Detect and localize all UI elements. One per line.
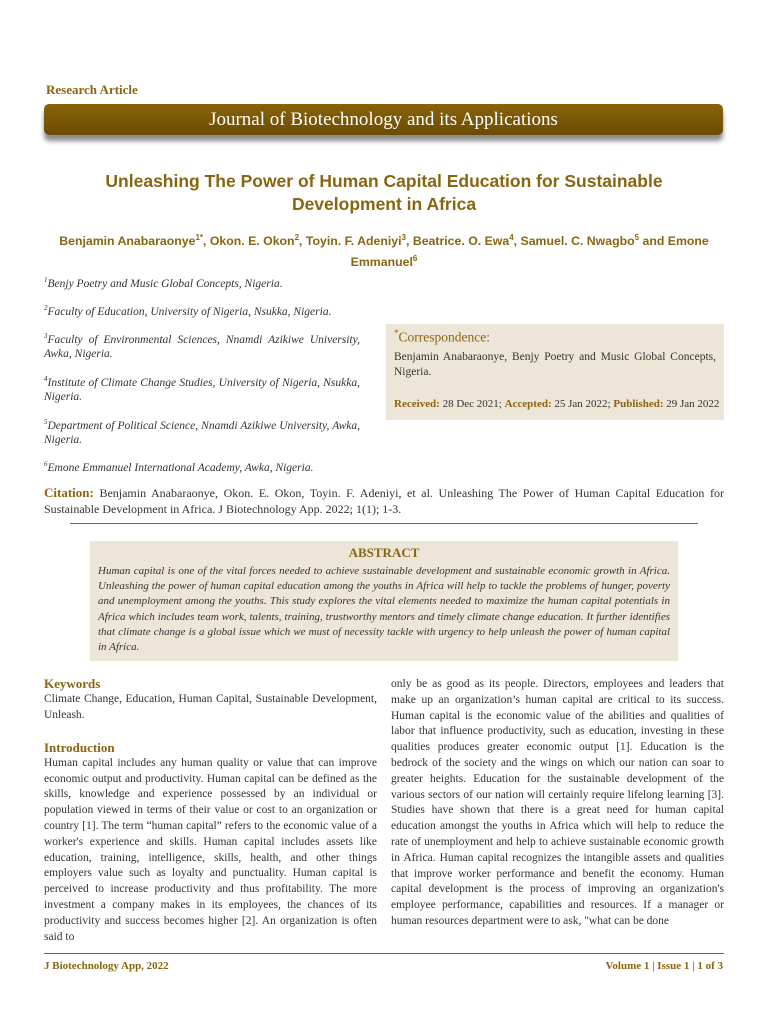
introduction-heading: Introduction xyxy=(44,740,115,755)
accepted-date: 25 Jan 2022; xyxy=(554,398,611,410)
affiliation-sup: 3 xyxy=(44,332,48,340)
author-sup: 1* xyxy=(195,233,203,242)
affiliation xyxy=(44,273,360,291)
correspondence-sup: * xyxy=(394,328,399,338)
affiliation xyxy=(44,372,360,404)
author-separator: , xyxy=(513,234,521,249)
correspondence-heading xyxy=(394,328,716,346)
affiliation-sup: 4 xyxy=(44,375,48,383)
affiliation-sup: 5 xyxy=(44,418,48,426)
affiliation xyxy=(44,301,360,319)
section-divider xyxy=(70,523,698,524)
keywords-heading: Keywords xyxy=(44,676,101,691)
author-separator: , xyxy=(405,234,413,249)
accepted-label: Accepted: xyxy=(504,398,552,410)
affiliation-text: Benjy Poetry and Music Global Concepts, Nigeria. xyxy=(47,277,283,290)
affiliation xyxy=(44,457,360,475)
received-label: Received: xyxy=(394,398,440,410)
paper-title: Unleashing The Power of Human Capital Education for Sustainable Development in Africa xyxy=(105,171,663,214)
introduction-left-text: Human capital includes any human quality or value that can improve economic output and productivity. Human capital can be defined as the skills, knowledge and experience possessed by an individual or population viewed in terms of their value or cost to an organization or country [1]. The term “human capital” refers to the economic value of a worker's experience and skills. Human capital includes assets like education, training, intelligence, skills, health, and other things employers value such as loyalty and punctuality. Human capital is perceived to increase productivity and thus profitability. The more investment a company makes in its employees, the chances of its productivity and success becomes higher [2]. An organization is often said to xyxy=(44,756,377,943)
author-sup: 2 xyxy=(294,233,300,242)
affiliation xyxy=(44,415,360,447)
affiliation-text: Department of Political Science, Nnamdi Azikiwe University, Awka, Nigeria. xyxy=(44,419,360,446)
affiliation xyxy=(44,329,360,361)
author-sup: 5 xyxy=(634,233,640,242)
journal-banner: Journal of Biotechnology and its Applications xyxy=(44,104,723,135)
citation-text: Benjamin Anabaraonye, Okon. E. Okon, Toyin. F. Adeniyi, et al. Unleashing The Power of Human Capital Education for Sustainable Development in Africa. J Biotechnology App. 2022; 1(1); 1-3. xyxy=(44,486,725,516)
affiliation-sup: 6 xyxy=(44,460,48,468)
article-type: Research Article xyxy=(46,82,138,97)
author-name[interactable]: Emone Emmanuel xyxy=(350,234,709,270)
author-separator: , xyxy=(203,234,210,249)
author-sup: 6 xyxy=(412,254,418,264)
affiliation-text: Institute of Climate Change Studies, University of Nigeria, Nsukka, Nigeria. xyxy=(44,376,360,403)
citation-label: Citation: xyxy=(44,485,94,500)
introduction-right-column: only be as good as its people. Directors, employees and leaders that make up an organization’s human capital are critical to its success. Human capital is the economic value of the abilities and qualities of labor that influence productivity, such as education, investing in these qualities produces greater economic output [1]. Education is the bedrock of the society and the wings on which our nation can soar to greater heights. Education for the sustainable development of the various sectors of our nation will certainly require lifelong learning [3]. Studies have shown that there is a great need for human capital education amongst the youths in Africa which will help to reduce the rate of unemployment and help to achieve sustainable economic growth in Africa. Human capital recognizes the intangible assets and qualities that improve worker performance and benefit the economy. Human capital development is the process of improving an organization's employee performance, capabilities and resources. If a manager or human resources department were to ask, "what can be done xyxy=(391,678,724,927)
author-sup: 3 xyxy=(401,233,406,242)
affiliation-text: Faculty of Environmental Sciences, Nnamdi Azikiwe University, Awka, Nigeria. xyxy=(44,333,360,360)
footer-pagination: Volume 1 | Issue 1 | 1 of 3 xyxy=(605,960,723,972)
received-date: 28 Dec 2021; xyxy=(442,398,502,410)
author-name[interactable]: Toyin. F. Adeniyi xyxy=(305,234,402,249)
affiliation-text: Faculty of Education, University of Nigeria, Nsukka, Nigeria. xyxy=(47,305,332,318)
affiliation-sup: 2 xyxy=(44,304,48,312)
citation xyxy=(44,485,724,517)
footer-divider xyxy=(44,953,724,954)
correspondence-body: Benjamin Anabaraonye, Benjy Poetry and Music Global Concepts, Nigeria. xyxy=(394,350,716,378)
published-label: Published: xyxy=(613,398,664,410)
published-date: 29 Jan 2022 xyxy=(666,398,720,410)
author-list xyxy=(44,229,724,271)
correspondence-heading-text: Correspondence: xyxy=(398,329,490,345)
keywords-section xyxy=(44,676,377,723)
author-separator: , xyxy=(299,234,306,249)
footer-journal: J Biotechnology App, 2022 xyxy=(44,960,169,972)
introduction-section xyxy=(44,740,377,945)
author-name[interactable]: Samuel. C. Nwagbo xyxy=(520,234,635,249)
keywords-text: Climate Change, Education, Human Capital, Sustainable Development, Unleash. xyxy=(44,692,377,721)
abstract-text: Human capital is one of the vital forces needed to achieve sustainable development and sustainable economic growth in Africa. Unleashing the power of human capital education among the youths in Africa will help to tackle the problems of hunger, poverty and unemployment among the youths. This study explores the vital elements needed to maximize the human capital potentials in Africa which includes team work, talents, training, trustworthy mentors and timely climate change education. It further identifies that climate change is a global issue which we must of necessity tackle with urgency to help unleash the power of human capital in Africa. xyxy=(98,565,670,654)
author-name[interactable]: Beatrice. O. Ewa xyxy=(412,234,510,249)
article-dates xyxy=(394,398,719,410)
affiliation-sup: 1 xyxy=(44,276,48,284)
author-name[interactable]: Benjamin Anabaraonye xyxy=(59,234,196,249)
author-name[interactable]: Okon. E. Okon xyxy=(209,234,295,249)
abstract-heading: ABSTRACT xyxy=(348,545,420,560)
affiliation-text: Emone Emmanuel International Academy, Awka, Nigeria. xyxy=(47,461,314,474)
abstract-box xyxy=(90,541,678,661)
author-separator: and xyxy=(639,234,668,249)
author-sup: 4 xyxy=(509,233,514,242)
correspondence-box xyxy=(386,324,724,420)
